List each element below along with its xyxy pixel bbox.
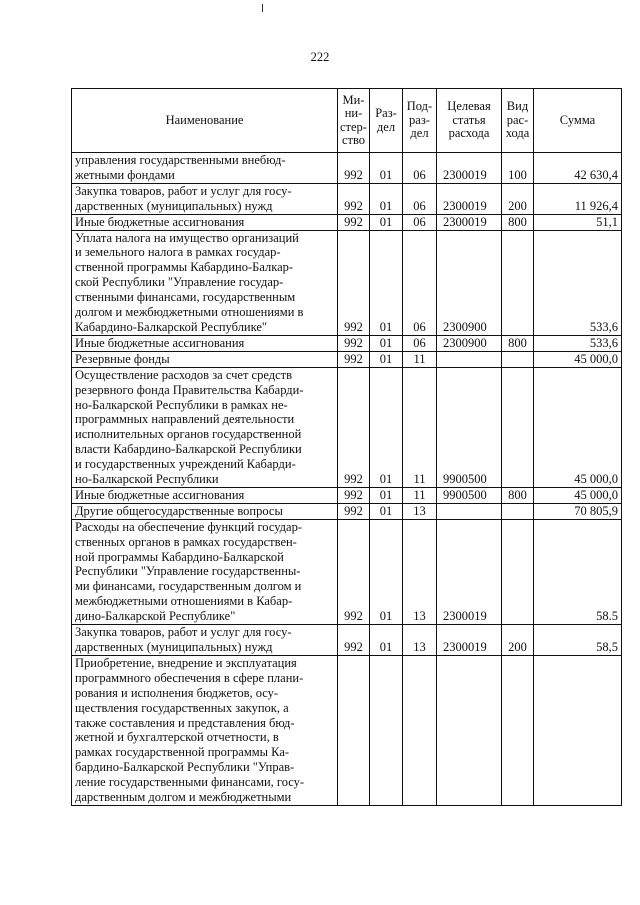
row-expense-type	[502, 519, 534, 624]
row-ministry: 992	[338, 153, 370, 184]
row-ministry: 992	[338, 183, 370, 214]
header-subsection: Под- раз- дел	[403, 89, 437, 153]
row-subsection	[403, 655, 437, 805]
table-row	[72, 214, 622, 230]
table-row	[72, 625, 622, 656]
row-section	[370, 655, 403, 805]
row-target-article	[437, 503, 502, 519]
row-amount: 533,6	[534, 335, 622, 351]
row-target-article: 2300019	[437, 625, 502, 656]
row-expense-type	[502, 351, 534, 367]
row-amount: 42 630,4	[534, 153, 622, 184]
row-amount: 58.5	[534, 519, 622, 624]
row-name: Резервные фонды	[72, 351, 338, 367]
row-subsection: 11	[403, 487, 437, 503]
header-section: Раз- дел	[370, 89, 403, 153]
row-amount: 45 000,0	[534, 367, 622, 487]
row-section: 01	[370, 153, 403, 184]
table-header-row	[72, 89, 622, 153]
row-amount: 45 000,0	[534, 351, 622, 367]
row-name: Иные бюджетные ассигнования	[72, 487, 338, 503]
row-expense-type: 200	[502, 625, 534, 656]
row-target-article: 2300900	[437, 335, 502, 351]
scan-mark	[262, 4, 263, 12]
budget-table	[71, 88, 622, 806]
row-section: 01	[370, 335, 403, 351]
row-amount: 58,5	[534, 625, 622, 656]
table-row	[72, 351, 622, 367]
row-target-article: 9900500	[437, 367, 502, 487]
row-target-article: 2300900	[437, 230, 502, 335]
header-expense-type: Вид рас- хода	[502, 89, 534, 153]
row-expense-type	[502, 367, 534, 487]
page-number: 222	[310, 50, 330, 64]
row-section: 01	[370, 214, 403, 230]
row-expense-type: 800	[502, 487, 534, 503]
row-subsection: 13	[403, 519, 437, 624]
table-row	[72, 487, 622, 503]
row-amount: 533,6	[534, 230, 622, 335]
row-target-article	[437, 655, 502, 805]
row-ministry	[338, 655, 370, 805]
row-ministry: 992	[338, 487, 370, 503]
row-ministry: 992	[338, 625, 370, 656]
row-section: 01	[370, 519, 403, 624]
table-row	[72, 655, 622, 805]
header-target-article: Целевая статья расхода	[437, 89, 502, 153]
row-section: 01	[370, 503, 403, 519]
table-row	[72, 503, 622, 519]
row-ministry: 992	[338, 335, 370, 351]
row-ministry: 992	[338, 230, 370, 335]
row-subsection: 13	[403, 503, 437, 519]
row-name: Приобретение, внедрение и эксплуатация программного обеспечения в сфере плани- рования и исполнения бюджетов, осу- ществления государственных закупок, а также составления и представления бюд- жетной и бухгалтерской отчетности, в рамках государственной программы Ка- бардино-Балкарской Республики "Управ- ление государственными финансами, госу- дарственным долгом и межбюджетными	[72, 655, 338, 805]
row-target-article: 2300019	[437, 183, 502, 214]
row-subsection: 06	[403, 183, 437, 214]
row-name: Другие общегосударственные вопросы	[72, 503, 338, 519]
row-ministry: 992	[338, 367, 370, 487]
header-amount: Сумма	[534, 89, 622, 153]
row-name: Закупка товаров, работ и услуг для госу- дарственных (муниципальных) нужд	[72, 183, 338, 214]
header-ministry: Ми- ни- стер- ство	[338, 89, 370, 153]
row-subsection: 11	[403, 351, 437, 367]
table-row	[72, 153, 622, 184]
row-target-article: 9900500	[437, 487, 502, 503]
row-amount	[534, 655, 622, 805]
row-target-article: 2300019	[437, 519, 502, 624]
row-name: Уплата налога на имущество организаций и земельного налога в рамках государ- ственной программы Кабардино-Балкар- ской Республики "Управление государ- ственными финансами, государственным долгом и межбюджетными отношениями в Кабардино-Балкарской Республике"	[72, 230, 338, 335]
header-name: Наименование	[72, 89, 338, 153]
row-subsection: 06	[403, 230, 437, 335]
row-ministry: 992	[338, 214, 370, 230]
row-amount: 45 000,0	[534, 487, 622, 503]
row-expense-type	[502, 655, 534, 805]
table-row	[72, 367, 622, 487]
row-subsection: 06	[403, 335, 437, 351]
row-section: 01	[370, 351, 403, 367]
table-row	[72, 183, 622, 214]
row-expense-type	[502, 503, 534, 519]
row-subsection: 06	[403, 153, 437, 184]
row-subsection: 13	[403, 625, 437, 656]
table-row	[72, 230, 622, 335]
table-row	[72, 335, 622, 351]
row-ministry: 992	[338, 351, 370, 367]
row-expense-type: 800	[502, 214, 534, 230]
row-name: Иные бюджетные ассигнования	[72, 214, 338, 230]
row-section: 01	[370, 625, 403, 656]
row-expense-type	[502, 230, 534, 335]
row-section: 01	[370, 183, 403, 214]
row-ministry: 992	[338, 519, 370, 624]
row-section: 01	[370, 367, 403, 487]
row-expense-type: 800	[502, 335, 534, 351]
row-expense-type: 200	[502, 183, 534, 214]
row-target-article	[437, 351, 502, 367]
row-target-article: 2300019	[437, 214, 502, 230]
row-amount: 70 805,9	[534, 503, 622, 519]
row-name: Расходы на обеспечение функций государ- ственных органов в рамках государствен- ной программы Кабардино-Балкарской Республики "Управление государственны- ми финансами, государственным долгом и межбюджетными отношениями в Кабар- дино-Балкарской Республике"	[72, 519, 338, 624]
row-section: 01	[370, 230, 403, 335]
row-name: Осуществление расходов за счет средств резервного фонда Правительства Кабарди- но-Балкарской Республики в рамках не- программных направлений деятельности исполнительных органов государственной власти Кабардино-Балкарской Республики и государственных учреждений Кабарди- но-Балкарской Республики	[72, 367, 338, 487]
row-amount: 11 926,4	[534, 183, 622, 214]
row-name: Иные бюджетные ассигнования	[72, 335, 338, 351]
row-name: Закупка товаров, работ и услуг для госу- дарственных (муниципальных) нужд	[72, 625, 338, 656]
table-body	[72, 153, 622, 806]
row-ministry: 992	[338, 503, 370, 519]
row-subsection: 06	[403, 214, 437, 230]
row-amount: 51,1	[534, 214, 622, 230]
row-target-article: 2300019	[437, 153, 502, 184]
row-subsection: 11	[403, 367, 437, 487]
row-section: 01	[370, 487, 403, 503]
row-expense-type: 100	[502, 153, 534, 184]
row-name: управления государственными внебюд- жетными фондами	[72, 153, 338, 184]
table-row	[72, 519, 622, 624]
